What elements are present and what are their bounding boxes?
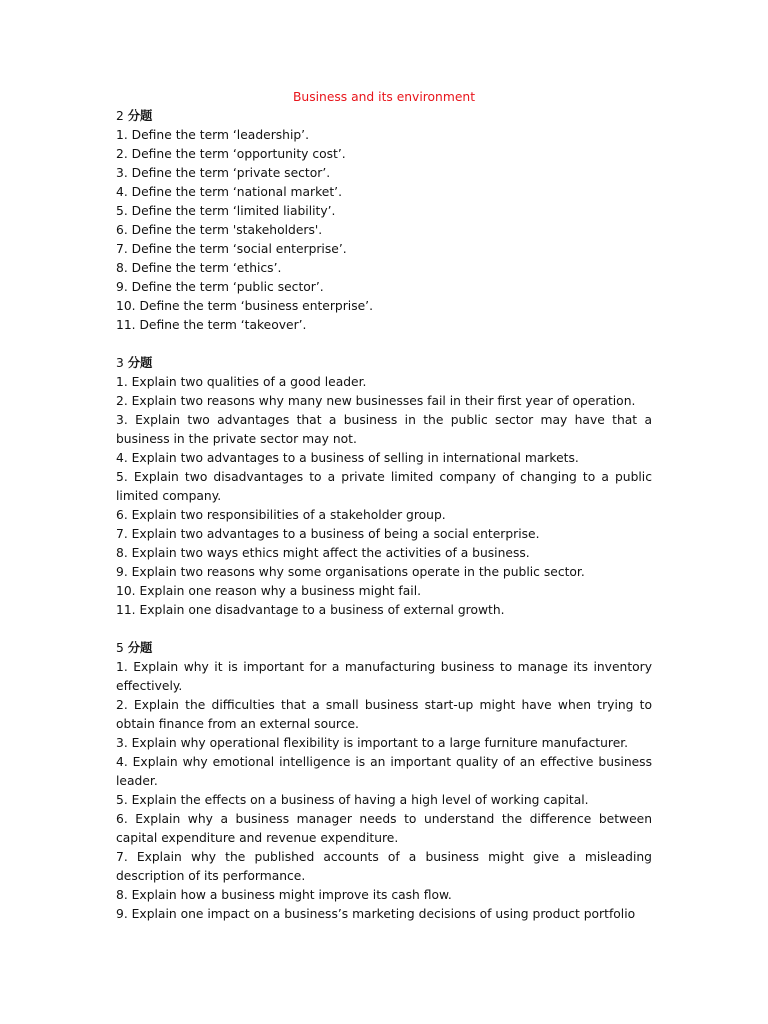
question-item: 9. Explain one impact on a business’s marketing decisions of using product portfolio bbox=[116, 907, 636, 921]
question-item: 8. Explain how a business might improve its cash flow. bbox=[116, 888, 452, 902]
section-label: 分题 bbox=[127, 356, 153, 370]
question-item: 2. Explain the difficulties that a small business start-up might have when trying to obtain finance from an external source. bbox=[116, 698, 652, 731]
section-heading bbox=[116, 354, 652, 373]
section-marks: 3 bbox=[116, 356, 124, 370]
question-item: 7. Explain why the published accounts of a business might give a misleading description of its performance. bbox=[116, 850, 652, 883]
question-list bbox=[116, 658, 652, 924]
section-heading bbox=[116, 639, 652, 658]
question-item: 3. Explain two advantages that a business in the public sector may have that a business in the private sector may not. bbox=[116, 413, 652, 446]
question-item: 6. Explain two responsibilities of a stakeholder group. bbox=[116, 508, 446, 522]
question-item: 3. Explain why operational flexibility is important to a large furniture manufacturer. bbox=[116, 736, 629, 750]
question-item: 4. Explain two advantages to a business of selling in international markets. bbox=[116, 451, 579, 465]
question-sections bbox=[116, 107, 652, 924]
question-item: 1. Define the term ‘leadership’. bbox=[116, 128, 309, 142]
question-list bbox=[116, 373, 652, 620]
question-section bbox=[116, 354, 652, 620]
question-list bbox=[116, 126, 652, 335]
question-section bbox=[116, 639, 652, 924]
question-item: 3. Define the term ‘private sector’. bbox=[116, 166, 331, 180]
question-item: 5. Explain two disadvantages to a private limited company of changing to a public limited company. bbox=[116, 470, 652, 503]
document-title: Business and its environment bbox=[292, 90, 476, 104]
question-item: 11. Define the term ‘takeover’. bbox=[116, 318, 307, 332]
question-item: 4. Explain why emotional intelligence is an important quality of an effective business leader. bbox=[116, 755, 652, 788]
question-item: 7. Define the term ‘social enterprise’. bbox=[116, 242, 347, 256]
question-item: 1. Explain two qualities of a good leader. bbox=[116, 375, 367, 389]
question-item: 5. Explain the effects on a business of having a high level of working capital. bbox=[116, 793, 589, 807]
section-label: 分题 bbox=[127, 109, 153, 123]
question-item: 8. Explain two ways ethics might affect the activities of a business. bbox=[116, 546, 530, 560]
section-marks: 2 bbox=[116, 109, 124, 123]
question-item: 10. Explain one reason why a business might fail. bbox=[116, 584, 422, 598]
question-item: 11. Explain one disadvantage to a business of external growth. bbox=[116, 603, 505, 617]
section-marks: 5 bbox=[116, 641, 124, 655]
question-item: 9. Define the term ‘public sector’. bbox=[116, 280, 324, 294]
section-label: 分题 bbox=[127, 641, 153, 655]
question-item: 7. Explain two advantages to a business of being a social enterprise. bbox=[116, 527, 540, 541]
question-item: 8. Define the term ‘ethics’. bbox=[116, 261, 282, 275]
question-section bbox=[116, 107, 652, 335]
question-item: 10. Define the term ‘business enterprise’. bbox=[116, 299, 373, 313]
question-item: 2. Explain two reasons why many new businesses fail in their first year of operation. bbox=[116, 394, 636, 408]
section-heading bbox=[116, 107, 652, 126]
question-item: 9. Explain two reasons why some organisations operate in the public sector. bbox=[116, 565, 585, 579]
question-item: 2. Define the term ‘opportunity cost’. bbox=[116, 147, 346, 161]
question-item: 5. Define the term ‘limited liability’. bbox=[116, 204, 336, 218]
question-item: 6. Define the term 'stakeholders'. bbox=[116, 223, 323, 237]
question-item: 4. Define the term ‘national market’. bbox=[116, 185, 343, 199]
question-item: 6. Explain why a business manager needs to understand the difference between capital expenditure and revenue expenditure. bbox=[116, 812, 652, 845]
question-item: 1. Explain why it is important for a manufacturing business to manage its inventory effectively. bbox=[116, 660, 652, 693]
